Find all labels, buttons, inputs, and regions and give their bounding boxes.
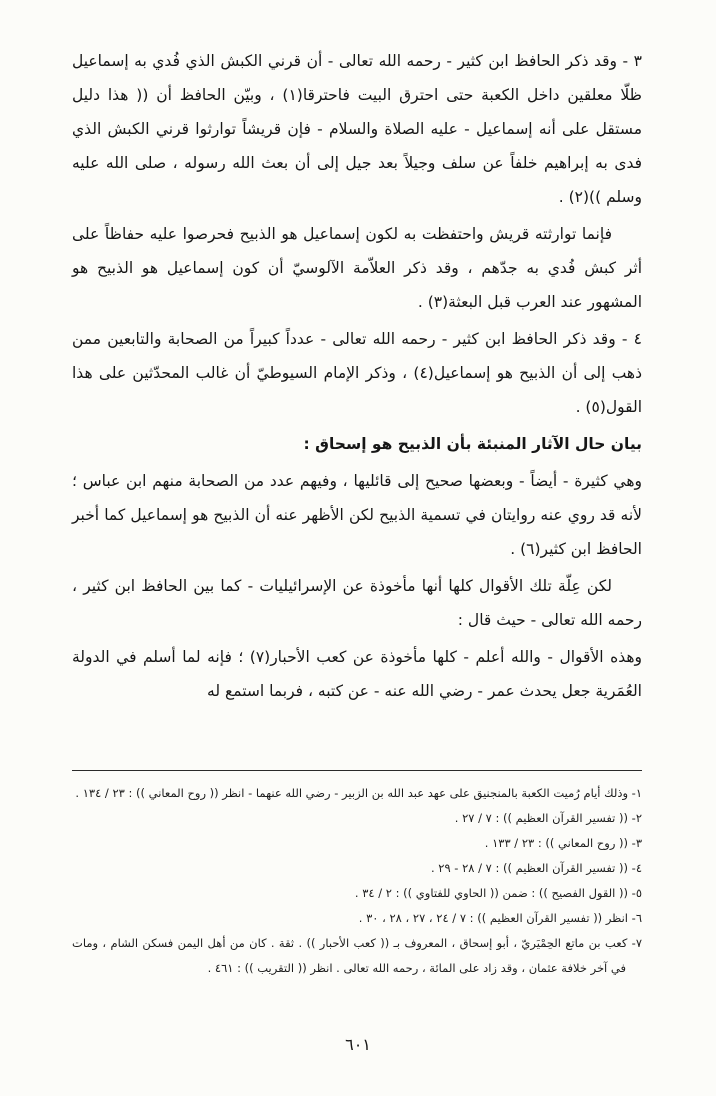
paragraph-israiliyyat: لكن عِلّة تلك الأقوال كلها أنها مأخوذة عن الإسرائيليات - كما بين الحافظ ابن كثير ، رحمه الله تعالى - حيث قال : [72, 577, 642, 629]
footnote-4: ٤- (( تفسير القرآن العظيم )) : ٧ / ٢٨ - ٢٩ . [430, 861, 642, 875]
footnotes-section [72, 770, 642, 981]
footnote-1: ١- وذلك أيام رُميت الكعبة بالمنجنيق على عهد عبد الله بن الزبير - رضي الله عنهما - انظر (( روح المعاني )) : ٢٣ / ١٣٤ . [75, 786, 642, 800]
footnote-3: ٣- (( روح المعاني )) : ٢٣ / ١٣٣ . [484, 836, 642, 850]
section-heading-ishaq-reports: بيان حال الآثار المنبئة بأن الذبيح هو إسحاق : [303, 435, 642, 453]
footnote-2: ٢- (( تفسير القرآن العظيم )) : ٧ / ٢٧ . [454, 811, 642, 825]
paragraph-3-ibn-kathir: ٣ - وقد ذكر الحافظ ابن كثير - رحمه الله تعالى - أن قرني الكبش الذي فُدي به إسماعيل ظلّا معلقين داخل الكعبة حتى احترق البيت فاحترقا(١) ، وبيّن الحافظ أن (( هذا دليل مستقل على أنه إسماعيل - عليه الصلاة والسلام - فإن قريشاً توارثوا قرني الكبش الذي فدى به إبراهيم خلفاً عن سلف وجيلاً بعد جيل إلى أن بعث الله رسوله ، صلى الله عليه وسلم ))(٢) . [72, 52, 642, 206]
main-text [72, 44, 642, 711]
footnote-5: ٥- (( القول الفصيح )) : ضمن (( الحاوي للفتاوي )) : ٢ / ٣٤ . [354, 886, 642, 900]
page-number: ٦٠١ [345, 1035, 371, 1054]
paragraph-kaab-alahbar: وهذه الأقوال - والله أعلم - كلها مأخوذة عن كعب الأحبار(٧) ؛ فإنه لما أسلم في الدولة العُمَرية جعل يحدث عمر - رضي الله عنه - عن كتبه ، فربما استمع له [72, 648, 642, 700]
paragraph-4-companions: ٤ - وقد ذكر الحافظ ابن كثير - رحمه الله تعالى - عدداً كبيراً من الصحابة والتابعين ممن ذهب إلى أن الذبيح هو إسماعيل(٤) ، وذكر الإمام السيوطيّ أن غالب المحدّثين على هذا القول(٥) . [72, 330, 642, 416]
footnote-6: ٦- انظر (( تفسير القرآن العظيم )) : ٧ / ٢٤ ، ٢٧ ، ٢٨ ، ٣٠ . [358, 911, 642, 925]
footnote-separator [72, 770, 642, 771]
paragraph-quraysh-inheritance: فإنما توارثته قريش واحتفظت به لكون إسماعيل هو الذبيح فحرصوا عليه حفاظاً على أثر كبش فُدي به جدّهم ، وقد ذكر العلاّمة الآلوسيّ أن كون إسماعيل هو الذبيح هو المشهور عند العرب قبل البعثة(٣) . [72, 225, 642, 311]
paragraph-reports-many: وهي كثيرة - أيضاً - وبعضها صحيح إلى قائليها ، وفيهم عدد من الصحابة منهم ابن عباس ؛ لأنه قد روي عنه روايتان في تسمية الذبيح لكن الأظهر عنه أن الذبيح هو إسماعيل كما أخبر الحافظ ابن كثير(٦) . [72, 472, 642, 558]
footnote-7: ٧- كعب بن ماتع الحِمْيَريّ ، أبو إسحاق ، المعروف بـ (( كعب الأحبار )) . ثقة . كان من أهل اليمن فسكن الشام ، ومات في آخر خلافة عثمان ، وقد زاد على المائة ، رحمه الله تعالى . انظر (( التقريب )) : ٤٦١ . [72, 936, 642, 975]
